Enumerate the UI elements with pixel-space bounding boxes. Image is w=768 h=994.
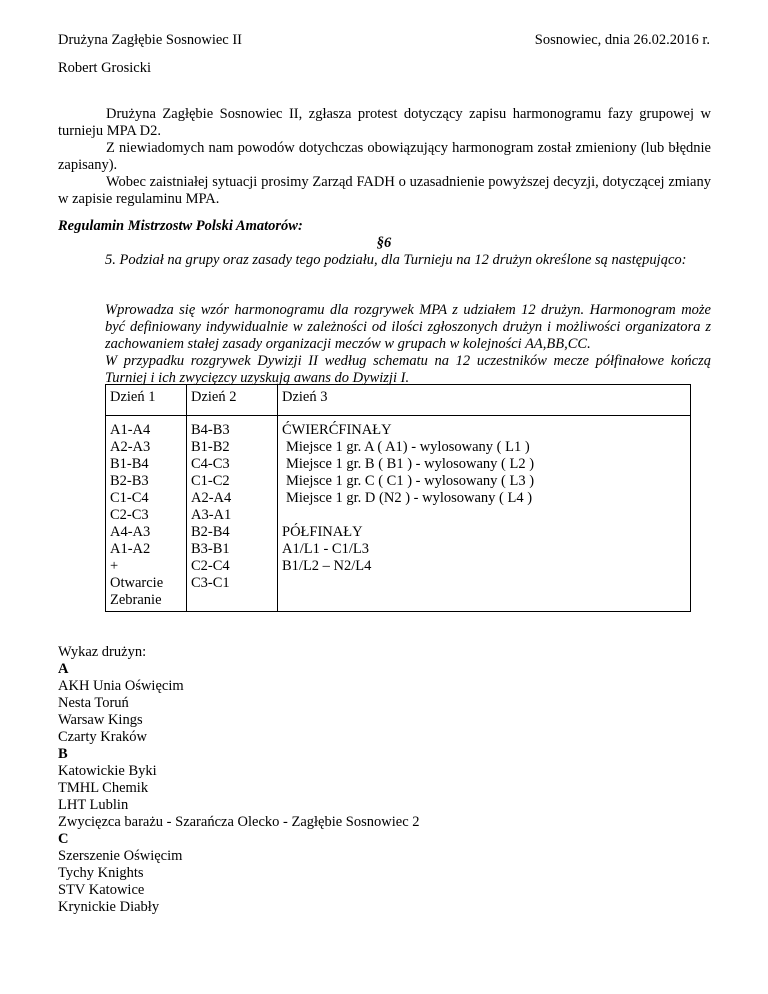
team-item: STV Katowice	[58, 882, 145, 898]
schedule-body-row	[106, 416, 691, 612]
author-name: Robert Grosicki	[58, 60, 152, 76]
team-item: Nesta Toruń	[58, 695, 129, 711]
team-item: Krynickie Diabły	[58, 899, 160, 915]
team-item: Czarty Kraków	[58, 729, 147, 745]
header-day-1: Dzień 1	[106, 385, 187, 416]
group-label-a: A	[58, 661, 69, 677]
plus-sign: +	[110, 558, 119, 574]
team-item: Tychy Knights	[58, 865, 144, 881]
spacer	[282, 507, 686, 524]
match: C2-C4	[191, 558, 230, 574]
regulation-quote-2: W przypadku rozgrywek Dywizji II według schematu na 12 uczestników mecze półfinałowe kończą Turniej i ich zwycięzcy uzyskują awans do Dywizji I.	[105, 353, 711, 386]
team-item: Zwycięzca barażu - Szarańcza Olecko - Zagłębie Sosnowiec 2	[58, 814, 420, 830]
match: A2-A4	[191, 490, 232, 506]
team-list	[58, 644, 420, 916]
semifinal-entry: A1/L1 - C1/L3	[282, 541, 369, 557]
match: A1-A4	[110, 422, 151, 438]
team-item: TMHL Chemik	[58, 780, 149, 796]
team-name: Drużyna Zagłębie Sosnowiec II	[58, 32, 243, 48]
match: B3-B1	[191, 541, 230, 557]
section-number: §6	[376, 235, 392, 251]
match: C1-C2	[191, 473, 230, 489]
match: C3-C1	[191, 575, 230, 591]
protest-paragraph: Drużyna Zagłębie Sosnowiec II, zgłasza protest dotyczący zapisu harmonogramu fazy grupowej w turnieju MPA D2.	[58, 106, 711, 139]
semifinals-title: PÓŁFINAŁY	[282, 524, 363, 540]
match: B1-B2	[191, 439, 230, 455]
match: A1-A2	[110, 541, 151, 557]
match: C4-C3	[191, 456, 230, 472]
match: A3-A1	[191, 507, 232, 523]
match: A2-A3	[110, 439, 151, 455]
regulation-point-5: 5. Podział na grupy oraz zasady tego podziału, dla Turnieju na 12 drużyn określone są następująco:	[105, 252, 687, 268]
place-date: Sosnowiec, dnia 26.02.2016 r.	[534, 32, 710, 48]
team-item: LHT Lublin	[58, 797, 129, 813]
match: B2-B3	[110, 473, 149, 489]
schedule-header-row	[106, 385, 691, 416]
request-paragraph: Wobec zaistniałej sytuacji prosimy Zarząd FADH o uzasadnienie powyższej decyzji, dotyczącej zmiany w zapisie regulaminu MPA.	[58, 174, 711, 207]
match: B1-B4	[110, 456, 149, 472]
day-3-matches	[278, 416, 691, 612]
team-item: AKH Unia Oświęcim	[58, 678, 184, 694]
quarterfinal-entry: Miejsce 1 gr. C ( C1 ) - wylosowany ( L3 )	[286, 473, 535, 489]
quarterfinal-entry: Miejsce 1 gr. A ( A1) - wylosowany ( L1 )	[286, 439, 530, 455]
match: A4-A3	[110, 524, 151, 540]
group-label-c: C	[58, 831, 69, 847]
quarterfinal-entry: Miejsce 1 gr. D (N2 ) - wylosowany ( L4 )	[286, 490, 533, 506]
match: C1-C4	[110, 490, 149, 506]
quarterfinals-title: ĆWIERĆFINAŁY	[282, 422, 392, 438]
header-day-2: Dzień 2	[187, 385, 278, 416]
team-item: Szerszenie Oświęcim	[58, 848, 183, 864]
header-day-3: Dzień 3	[278, 385, 691, 416]
regulation-heading: Regulamin Mistrzostw Polski Amatorów:	[58, 218, 303, 234]
group-label-b: B	[58, 746, 68, 762]
reason-paragraph: Z niewiadomych nam powodów dotychczas obowiązujący harmonogram został zmieniony (lub błędnie zapisany).	[58, 140, 711, 173]
semifinal-entry: B1/L2 – N2/L4	[282, 558, 372, 574]
match: C2-C3	[110, 507, 149, 523]
schedule-table	[105, 384, 691, 612]
opening-label: Otwarcie	[110, 575, 164, 591]
day-1-matches	[106, 416, 187, 612]
match: B2-B4	[191, 524, 230, 540]
quarterfinal-entry: Miejsce 1 gr. B ( B1 ) - wylosowany ( L2 )	[286, 456, 535, 472]
meeting-label: Zebranie	[110, 592, 162, 608]
team-item: Warsaw Kings	[58, 712, 143, 728]
regulation-quote-1: Wprowadza się wzór harmonogramu dla rozgrywek MPA z udziałem 12 drużyn. Harmonogram może być definiowany indywidualnie w zależności od ilości zgłoszonych drużyn i możliwości organizatora z zachowaniem stałej zasady organizacji meczów w grupach w kolejności AA,BB,CC.	[105, 302, 711, 352]
team-item: Katowickie Byki	[58, 763, 157, 779]
match: B4-B3	[191, 422, 230, 438]
team-list-title: Wykaz drużyn:	[58, 644, 147, 660]
day-2-matches	[187, 416, 278, 612]
